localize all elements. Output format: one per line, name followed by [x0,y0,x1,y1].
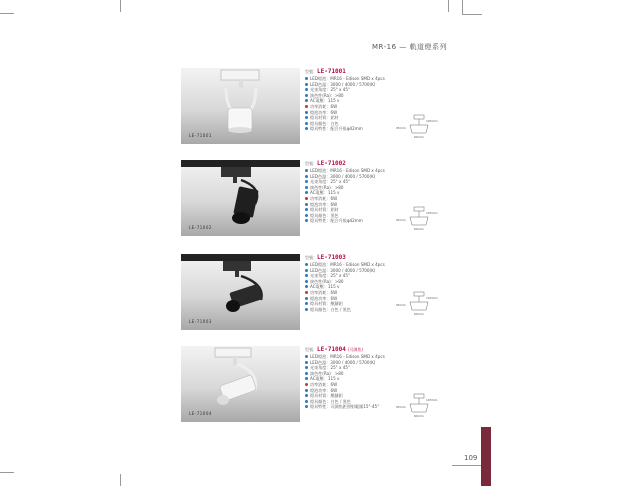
product-photo-2 [181,160,300,236]
spec-item: 光束角度：25° x 45° [305,179,385,185]
dimension-drawing-1 [396,113,438,139]
spec-item: 功率消耗：6W [305,382,385,388]
model-row: 型號：LE-71002 [305,160,346,167]
spec-item: 燈具顏色：黑色 [305,213,385,219]
spec-item: 燈具特性：可調焦距照射範圍15°-45° [305,404,385,410]
crop-mark [448,0,449,12]
spec-item: 演色性(Ra)：>80 [305,371,385,377]
product-photo-1 [181,68,300,144]
spec-list-3 [305,254,385,312]
photo-caption: LE-71002 [189,225,212,230]
spec-item: LED燈泡：MR16 - Edison SMD x 4pcs [305,76,385,82]
svg-text:105mm: 105mm [426,398,438,402]
model-number: LE-71004 [317,346,346,353]
crop-mark [120,474,121,486]
spec-item: 演色性(Ra)：>80 [305,279,385,285]
spec-item: 功率消耗：6W [305,290,385,296]
model-number: LE-71002 [317,160,346,167]
spec-item: 演色性(Ra)：>80 [305,93,385,99]
spec-item: 光束角度：25° x 45° [305,365,385,371]
spec-item: 燈具特性：配合升級φ42mm [305,218,385,224]
svg-text:95mm: 95mm [396,303,406,307]
svg-text:105mm: 105mm [426,296,438,300]
model-note: (可調焦) [347,347,363,352]
svg-text:60mm: 60mm [414,312,424,316]
photo-caption: LE-71004 [189,411,212,416]
spec-item: LED色溫：3000 / 4000 / 5700(K) [305,82,385,88]
spec-list-4 [305,346,385,410]
model-number: LE-71001 [317,68,346,75]
page-number-rule [452,465,482,466]
spec-item: LED色溫：3000 / 4000 / 5700(K) [305,360,385,366]
spec-item: 燈泡功率：6W [305,110,385,116]
spec-item: 燈具材質：壓鑄鋁 [305,393,385,399]
svg-text:60mm: 60mm [414,135,424,139]
spec-list-1 [305,68,385,132]
spec-item: 光束角度：25° x 45° [305,273,385,279]
crop-mark [0,472,14,473]
spec-item: LED色溫：3000 / 4000 / 5700(K) [305,174,385,180]
spec-item: 燈具特性：配合升級φ42mm [305,126,385,132]
crop-mark [462,0,463,15]
spec-item: 燈具顏色：白色 [305,121,385,127]
model-row: 型號：LE-71001 [305,68,346,75]
spec-item: 燈泡功率：6W [305,296,385,302]
spec-list-2 [305,160,385,224]
spec-item: LED燈泡：MR16 - Edison SMD x 4pcs [305,354,385,360]
spec-item: 功率消耗：6W [305,196,385,202]
svg-text:105mm: 105mm [426,119,438,123]
section-side-tab [481,427,491,486]
spec-item: 功率消耗：6W [305,104,385,110]
svg-text:60mm: 60mm [414,414,424,418]
spec-item: LED燈泡：MR16 - Edison SMD x 4pcs [305,262,385,268]
dimension-drawing-4 [396,392,438,418]
spec-item: 燈泡功率：6W [305,388,385,394]
page-number: 109 [464,454,478,462]
photo-caption: LE-71003 [189,319,212,324]
spec-item: 燈具顏色：白色 / 黑色 [305,399,385,405]
spec-item: 燈具材質：鋁材 [305,207,385,213]
spec-item: AC電壓：115 v [305,98,385,104]
model-number: LE-71003 [317,254,346,261]
model-row: 型號：LE-71004 (可調焦) [305,346,363,353]
spec-item: 燈具材質：壓鑄鋁 [305,301,385,307]
photo-caption: LE-71001 [189,133,212,138]
spec-item: AC電壓：115 v [305,190,385,196]
crop-mark [462,14,482,15]
crop-mark [0,13,14,14]
dimension-drawing-2 [396,205,438,231]
model-row: 型號：LE-71003 [305,254,346,261]
svg-text:95mm: 95mm [396,218,406,222]
product-photo-4 [181,346,300,422]
spec-item: LED色溫：3000 / 4000 / 5700(K) [305,268,385,274]
crop-mark [120,0,121,12]
spec-item: 光束角度：25° x 45° [305,87,385,93]
spec-item: 燈具材質：鋁材 [305,115,385,121]
svg-text:95mm: 95mm [396,126,406,130]
spec-item: 演色性(Ra)：>80 [305,185,385,191]
spec-item: AC電壓：115 v [305,284,385,290]
svg-text:95mm: 95mm [396,405,406,409]
spec-item: 燈泡功率：6W [305,202,385,208]
product-photo-3 [181,254,300,330]
spec-item: LED燈泡：MR16 - Edison SMD x 4pcs [305,168,385,174]
page-header-title: MR-16 — 軌道燈系列 [372,43,448,51]
svg-text:60mm: 60mm [414,227,424,231]
spec-item: 燈具顏色：白色 / 黑色 [305,307,385,313]
spec-item: AC電壓：115 v [305,376,385,382]
svg-text:105mm: 105mm [426,211,438,215]
dimension-drawing-3 [396,290,438,316]
